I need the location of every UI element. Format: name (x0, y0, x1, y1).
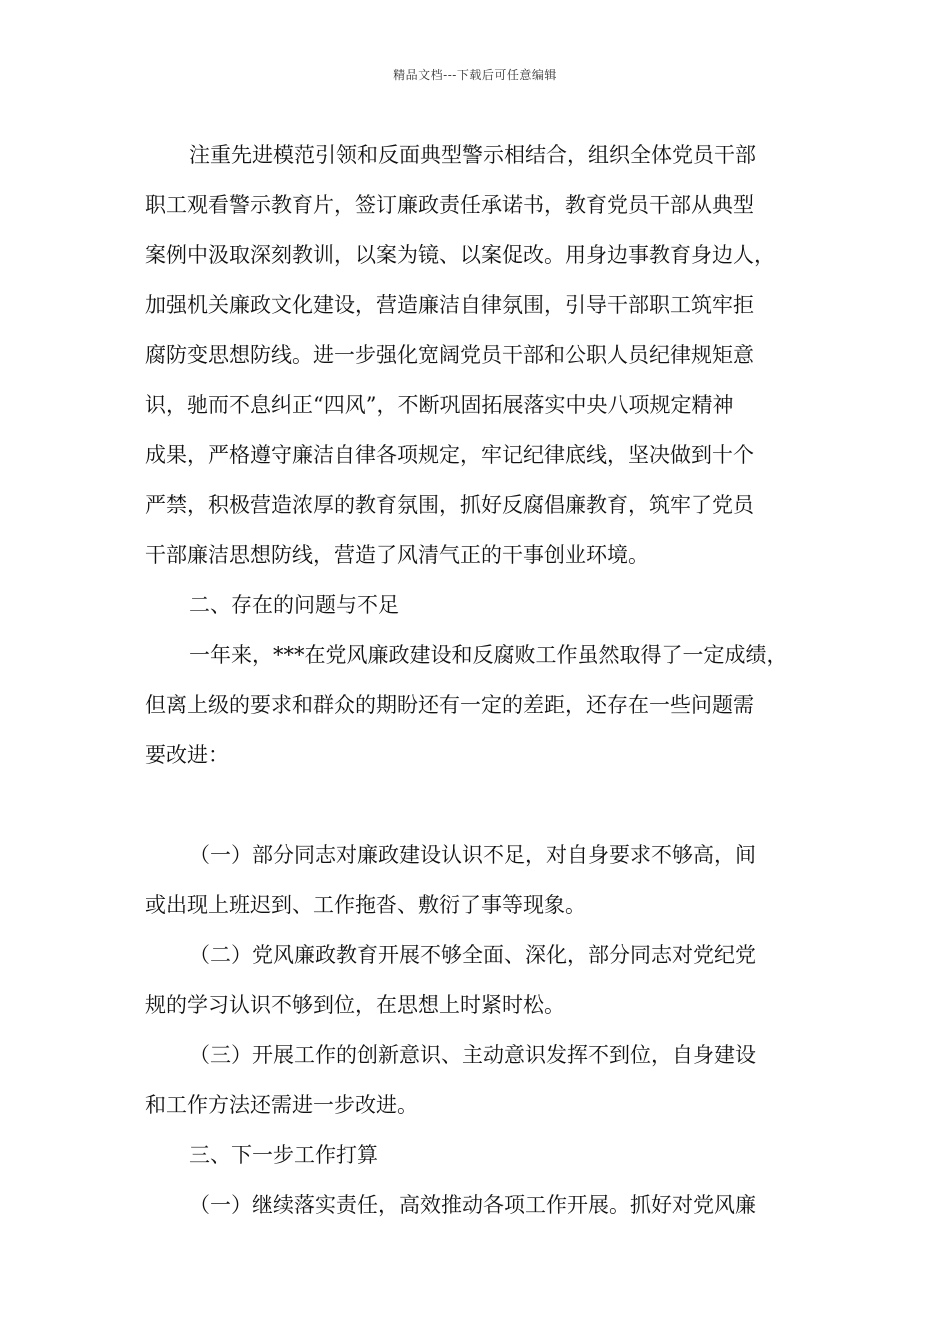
paragraph-intro (145, 130, 825, 580)
paragraph-next-step-1 (145, 1180, 825, 1230)
text-line: （三）开展工作的创新意识、主动意识发挥不到位，自身建设 (189, 1043, 756, 1067)
text-line: 注重先进模范引领和反面典型警示相结合，组织全体党员干部 (189, 143, 756, 167)
text-line: 干部廉洁思想防线，营造了风清气正的干事创业环境。 (145, 543, 649, 567)
document-body (145, 130, 825, 1230)
text-line: 严禁，积极营造浓厚的教育氛围，抓好反腐倡廉教育，筑牢了党员 (145, 493, 754, 517)
text-line: （一）继续落实责任，高效推动各项工作开展。抓好对党风廉 (189, 1193, 756, 1217)
text-line: （二）党风廉政教育开展不够全面、深化，部分同志对党纪党 (189, 943, 756, 967)
paragraph-problem-1 (145, 830, 825, 930)
page-header: 精品文档---下载后可任意编辑 (393, 68, 557, 82)
paragraph-problems-intro (145, 630, 825, 780)
text-line: （一）部分同志对廉政建设认识不足，对自身要求不够高，间 (189, 843, 756, 867)
text-line: 一年来，***在党风廉政建设和反腐败工作虽然取得了一定成绩， (189, 643, 788, 667)
text-line: 成果，严格遵守廉洁自律各项规定，牢记纪律底线，坚决做到十个 (145, 443, 754, 467)
text-line: 或出现上班迟到、工作拖沓、敷衍了事等现象。 (145, 893, 586, 917)
text-line: 识，驰而不息纠正“四风”，不断巩固拓展落实中央八项规定精神 (145, 393, 734, 417)
blank-spacer (145, 780, 825, 830)
text-line: 腐防变思想防线。进一步强化宽阔党员干部和公职人员纪律规矩意 (145, 343, 754, 367)
section-heading-next-steps (145, 1130, 825, 1180)
text-line: 规的学习认识不够到位，在思想上时紧时松。 (145, 993, 565, 1017)
text-line: 和工作方法还需进一步改进。 (145, 1093, 418, 1117)
text-line: 加强机关廉政文化建设，营造廉洁自律氛围，引导干部职工筑牢拒 (145, 293, 754, 317)
text-line: 但离上级的要求和群众的期盼还有一定的差距，还存在一些问题需 (145, 693, 754, 717)
text-line: 职工观看警示教育片，签订廉政责任承诺书，教育党员干部从典型 (145, 193, 754, 217)
text-line: 三、下一步工作打算 (189, 1143, 378, 1167)
section-heading-problems (145, 580, 825, 630)
text-line: 二、存在的问题与不足 (189, 593, 399, 617)
text-line: 要改进： (145, 743, 229, 767)
paragraph-problem-2 (145, 930, 825, 1030)
paragraph-problem-3 (145, 1030, 825, 1130)
text-line: 案例中汲取深刻教训，以案为镜、以案促改。用身边事教育身边人， (145, 243, 775, 267)
